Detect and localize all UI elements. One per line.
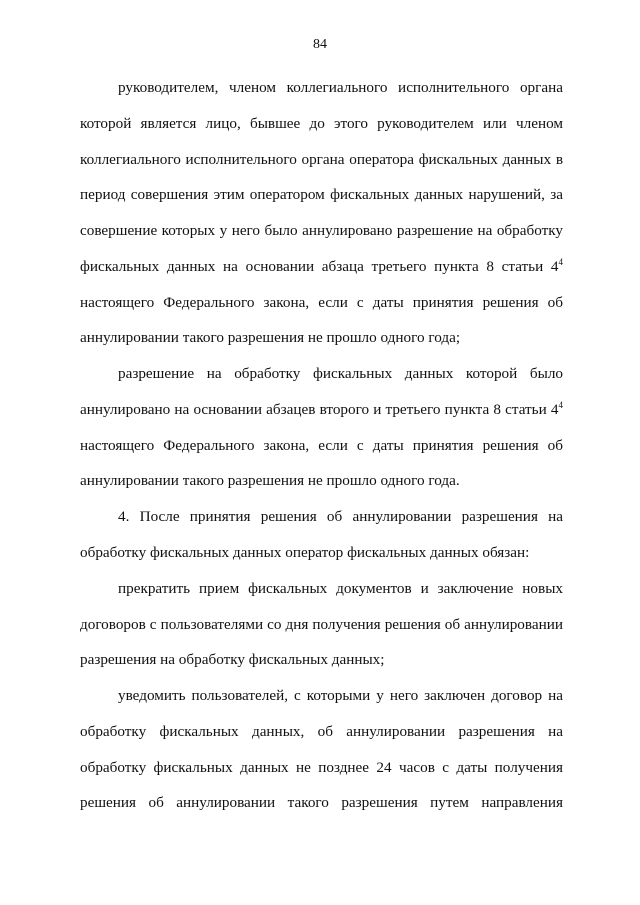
text-line: прекратить прием фискальных документов и заключение новых bbox=[118, 580, 563, 597]
page-number: 84 bbox=[313, 37, 327, 52]
text-line: коллегиального исполнительного органа оператора фискальных данных в bbox=[80, 151, 563, 168]
text-line: настоящего Федерального закона, если с даты принятия решения об bbox=[80, 437, 563, 454]
text-line: обработку фискальных данных оператор фискальных данных обязан: bbox=[80, 544, 530, 561]
text-line: период совершения этим оператором фискальных данных нарушений, за bbox=[80, 186, 563, 203]
text-line: совершение которых у него было аннулировано разрешение на обработку bbox=[80, 222, 563, 239]
text-line: разрешение на обработку фискальных данных которой было bbox=[118, 365, 563, 382]
text-line: фискальных данных на основании абзаца третьего пункта 8 статьи $4^4$ bbox=[80, 257, 563, 275]
text-line: руководителем, членом коллегиального исполнительного органа bbox=[118, 79, 563, 96]
text-line: аннулировании такого разрешения не прошло одного года. bbox=[80, 472, 460, 489]
text-line: аннулировано на основании абзацев второго и третьего пункта 8 статьи $4^4$ bbox=[80, 400, 563, 418]
superscript: 4 bbox=[558, 400, 563, 410]
superscript: 4 bbox=[558, 257, 563, 267]
text-line: решения об аннулировании такого разрешения путем направления bbox=[80, 794, 563, 811]
text-line: настоящего Федерального закона, если с даты принятия решения об bbox=[80, 294, 563, 311]
text-line: обработку фискальных данных не позднее 24 часов с даты получения bbox=[80, 759, 563, 776]
text-line: договоров с пользователями со дня получения решения об аннулировании bbox=[80, 616, 563, 633]
text-line: аннулировании такого разрешения не прошло одного года; bbox=[80, 329, 461, 346]
text-line: уведомить пользователей, с которыми у него заключен договор на bbox=[118, 687, 563, 704]
text-line: обработку фискальных данных, об аннулировании разрешения на bbox=[80, 723, 563, 740]
text-line: 4. После принятия решения об аннулировании разрешения на bbox=[118, 508, 563, 525]
text-line: которой является лицо, бывшее до этого руководителем или членом bbox=[80, 115, 563, 132]
text-line: разрешения на обработку фискальных данных; bbox=[80, 651, 385, 668]
